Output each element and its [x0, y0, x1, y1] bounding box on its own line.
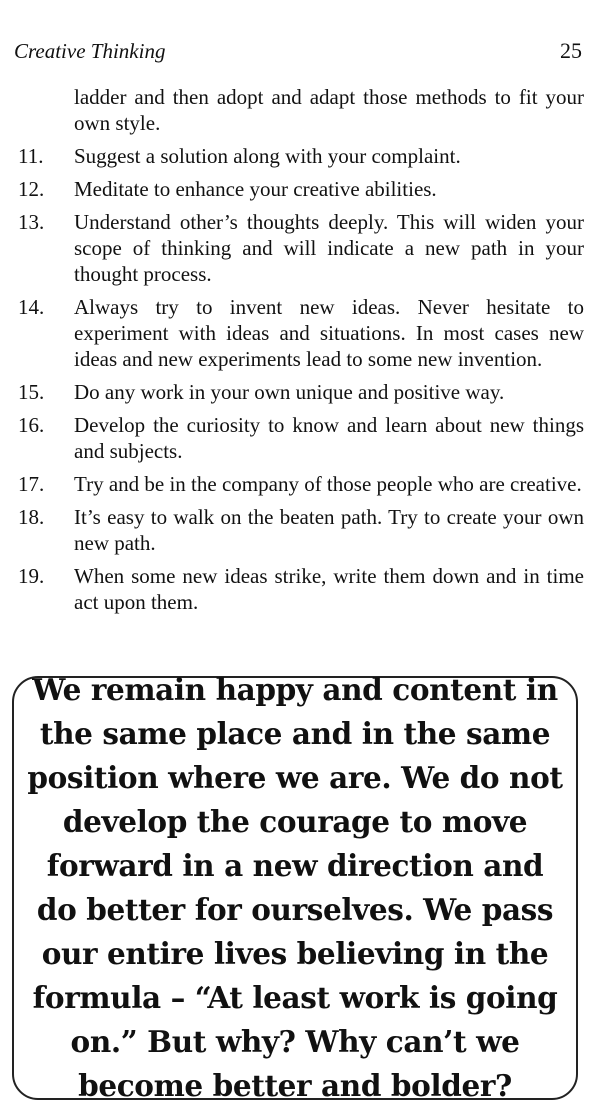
callout-text: We remain happy and content in the same place and in the same position where we are. We do not develop the courage to move forward in a new direction and do better for ourselves. We pass our entire lives believing in the formula – “At least work is going on.” But why? Why can’t we become better and bolder? [27, 672, 563, 1103]
list-item [18, 412, 584, 464]
list-item [18, 84, 584, 136]
item-number: 15. [18, 380, 45, 404]
tips-list [18, 84, 584, 622]
item-number: 19. [18, 564, 45, 588]
running-title: Creative Thinking [14, 39, 166, 63]
item-number: 12. [18, 177, 45, 201]
item-number: 18. [18, 505, 45, 529]
item-text: Do any work in your own unique and positive way. [74, 380, 505, 404]
list-item [18, 209, 584, 287]
quote-callout-box [12, 672, 578, 1103]
item-text: Suggest a solution along with your complaint. [74, 144, 461, 168]
item-text: ladder and then adopt and adapt those methods to fit your own style. [74, 85, 584, 135]
item-text: It’s easy to walk on the beaten path. Try to create your own new path. [74, 505, 584, 555]
list-item [18, 379, 584, 405]
list-item [18, 176, 584, 202]
item-text: Understand other’s thoughts deeply. This will widen your scope of thinking and will indicate a new path in your thought process. [74, 210, 584, 286]
page-number: 25 [560, 38, 582, 63]
item-text: When some new ideas strike, write them down and in time act upon them. [74, 564, 584, 614]
list-item [18, 294, 584, 372]
item-number [18, 84, 74, 136]
item-number: 11. [18, 144, 44, 168]
item-number: 14. [18, 295, 45, 319]
page-header [14, 38, 582, 64]
item-text: Always try to invent new ideas. Never hesitate to experiment with ideas and situations. In most cases new ideas and new experiments lead to some new invention. [74, 295, 584, 371]
item-number: 13. [18, 210, 45, 234]
item-text: Try and be in the company of those people who are creative. [74, 472, 582, 496]
item-number: 16. [18, 413, 45, 437]
item-number: 17. [18, 472, 45, 496]
item-text: Develop the curiosity to know and learn about new things and subjects. [74, 413, 584, 463]
list-item [18, 471, 584, 497]
list-item [18, 563, 584, 615]
list-item [18, 504, 584, 556]
list-item [18, 143, 584, 169]
item-text: Meditate to enhance your creative abilities. [74, 177, 437, 201]
